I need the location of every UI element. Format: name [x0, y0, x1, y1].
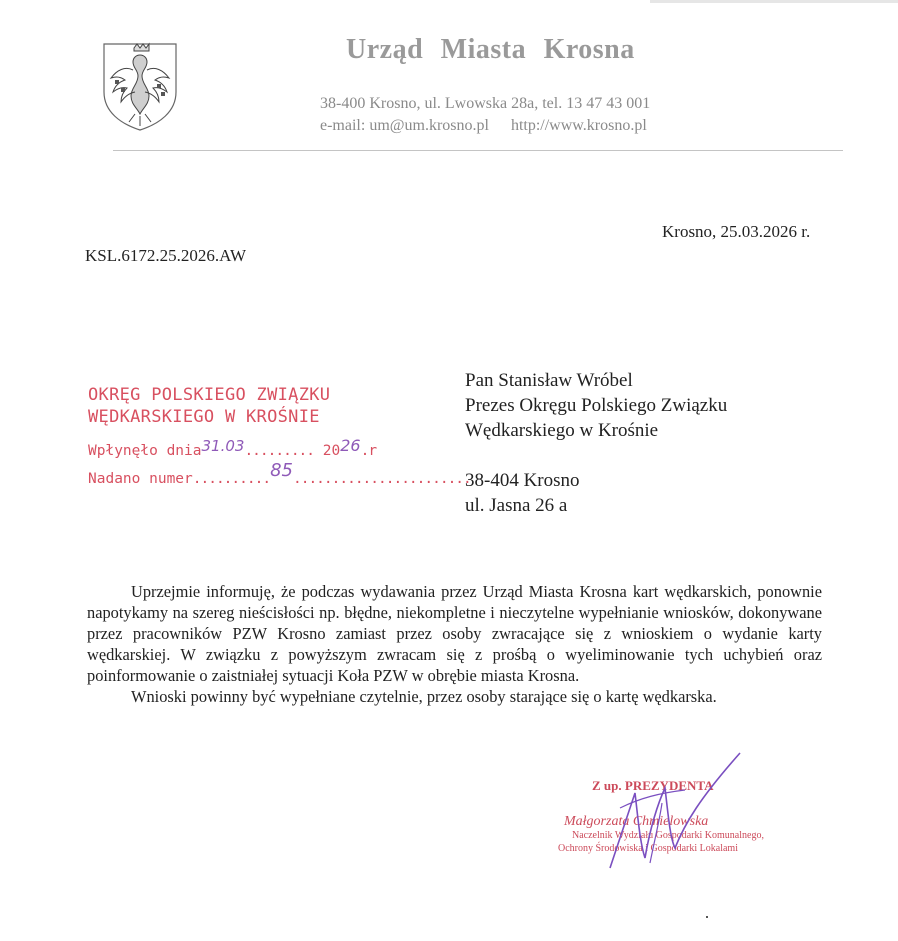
stamp-received-row: Wpłynęło dnia31.03......... 2026.r — [88, 436, 378, 459]
stamp-year-prefix: 20 — [322, 443, 341, 459]
letter-date: Krosno, 25.03.2026 r. — [662, 222, 811, 241]
reception-stamp — [86, 385, 471, 495]
letterhead-email[interactable]: e-mail: um@um.krosno.pl — [320, 117, 489, 134]
stamp-number-label: Nadano numer — [88, 471, 193, 487]
stamp-received-label: Wpłynęło dnia — [88, 443, 202, 459]
letterhead-website[interactable]: http://www.krosno.pl — [510, 117, 647, 134]
addressee-title-line2: Wędkarskiego w Krośnie — [465, 420, 659, 441]
signature-name: Małgorzata Chmielowska — [564, 814, 709, 829]
stamp-year-suffix: r — [368, 443, 378, 459]
addressee-title-line1: Prezes Okręgu Polskiego Związku — [465, 395, 728, 416]
handwritten-signature — [590, 748, 750, 878]
addressee-street: ul. Jasna 26 a — [465, 495, 568, 516]
signature-position-line2: Ochrony Środowiska i Gospodarki Lokalami — [558, 843, 738, 854]
scan-edge-mark — [650, 0, 898, 3]
letterhead-divider — [113, 150, 843, 151]
letter-reference: KSL.6172.25.2026.AW — [85, 246, 247, 265]
stamp-title-line1: OKRĘG POLSKIEGO ZWIĄZKU — [88, 385, 331, 405]
addressee-block — [465, 368, 727, 518]
addressee-name: Pan Stanisław Wróbel — [465, 370, 633, 391]
stamp-title-line2: WĘDKARSKIEGO W KROŚNIE — [88, 407, 320, 427]
stamp-received-date: 31.03 — [201, 437, 245, 455]
city-coat-of-arms-icon — [101, 40, 179, 132]
letter-body — [87, 581, 822, 707]
stamp-number-handwritten: 85 — [270, 460, 293, 481]
body-paragraph-1: Uprzejmie informuję, że podczas wydawania przez Urząd Miasta Krosna kart wędkarskich, ponownie napotykamy na szereg nieścisłości np. błędne, niekompletne i nieczytelne wypełnianie wniosków, dokonywane przez pracowników PZW Krosno zamiast przez osoby zwracające się z wnioskiem o wydanie karty wędkarskiej. W związku z powyższym zwracam się z prośbą o wyeliminowanie tych uchybień oraz poinformowanie o zaistniałej sytuacji Koła PZW w obrębie miasta Krosna. — [87, 582, 822, 685]
organization-name: Urząd Miasta Krosna — [346, 34, 635, 65]
stamp-number-row: Nadano numer..........85....................... — [88, 460, 471, 487]
signature-title: Z up. PREZYDENTA — [592, 778, 714, 793]
body-paragraph-2: Wnioski powinny być wypełniane czytelnie, przez osoby starające się o kartę wędkarska. — [131, 687, 717, 706]
letterhead-contact — [320, 117, 647, 135]
stamp-year-handwritten: 26 — [340, 436, 361, 455]
signature-position-line1: Naczelnik Wydziału Gospodarki Komunalnego, — [572, 830, 764, 841]
addressee-city: 38-404 Krosno — [465, 470, 580, 491]
scan-speck — [706, 916, 708, 918]
letterhead-address: 38-400 Krosno, ul. Lwowska 28a, tel. 13 47 43 001 — [320, 95, 651, 112]
